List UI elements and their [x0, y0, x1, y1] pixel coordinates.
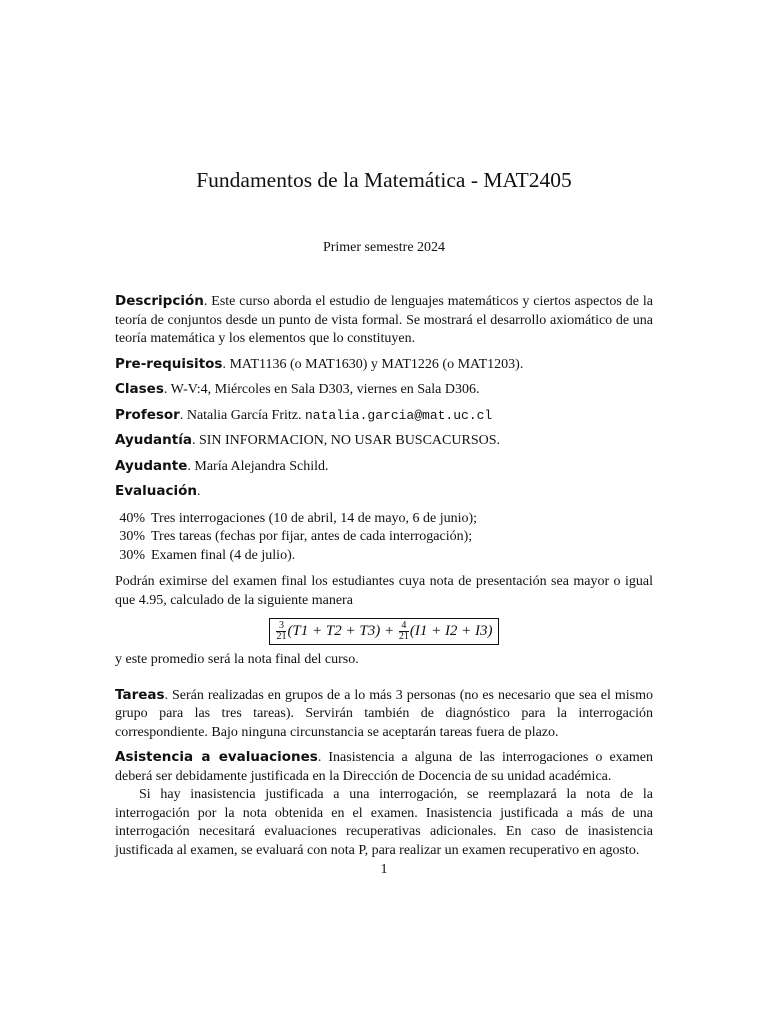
asistencia-paragraph-2: Si hay inasistencia justificada a una interrogación, se reemplazará la nota de la interrogación por la nota obtenida en el examen. Inasistencia justificada a más de una interrogación necesitará evaluaciones recuperativas adicionales. En caso de inasistencia justificada al examen, se evaluará con nota P, para realizar un examen recuperativo en agosto. — [115, 787, 653, 858]
evaluacion-pct: 40% — [119, 510, 145, 526]
clases-paragraph — [115, 380, 653, 400]
evaluacion-desc: Examen final (4 de julio). — [151, 547, 296, 563]
profesor-email[interactable]: natalia.garcia@mat.uc.cl — [305, 407, 493, 423]
evaluacion-paragraph — [115, 482, 653, 502]
evaluacion-desc: Tres tareas (fechas por fijar, antes de cada interrogación); — [151, 529, 473, 544]
eximicion-paragraph: Podrán eximirse del examen final los estudiantes cuya nota de presentación sea mayor o igual que 4.95, calculado de la siguiente manera — [115, 574, 653, 608]
asistencia-paragraph — [115, 748, 653, 786]
formula-term-2: (I1 + I2 + I3) — [409, 622, 493, 639]
clases-label: Clases — [115, 381, 164, 397]
page-title: Fundamentos de la Matemática - MAT2405 — [196, 168, 572, 192]
descripcion-text: . Este curso aborda el estudio de lenguajes matemáticos y ciertos aspectos de la teoría de conjuntos desde un punto de vista formal. Se mostrará el desarrollo axiomático de una teoría matemática y los elementos que lo constituyen. — [115, 294, 653, 346]
asistencia-label: Asistencia a evaluaciones — [115, 749, 318, 765]
evaluacion-text: . — [197, 484, 201, 499]
ayudantia-paragraph — [115, 431, 653, 451]
ayudantia-label: Ayudantía — [115, 432, 192, 448]
document-body — [115, 292, 653, 866]
list-item — [115, 510, 653, 529]
fraction-2-denominator: 21 — [398, 631, 409, 642]
profesor-paragraph — [115, 406, 653, 426]
clases-text: . W-V:4, Miércoles en Sala D303, viernes en Sala D306. — [163, 382, 480, 397]
tareas-paragraph — [115, 686, 653, 743]
evaluacion-list — [115, 510, 653, 566]
list-item — [115, 547, 653, 566]
page-number: 1 — [380, 862, 388, 877]
evaluacion-pct: 30% — [119, 547, 145, 563]
asistencia-text: . Inasistencia a alguna de las interrogaciones o examen deberá ser debidamente justificada en la Dirección de Docencia de su unidad académica. — [115, 750, 653, 784]
ayudante-label: Ayudante — [115, 457, 188, 474]
profesor-label: Profesor — [115, 406, 180, 423]
fraction-2 — [399, 621, 409, 642]
tareas-text: . Serán realizadas en grupos de a lo más 3 personas (no es necesario que sea el mismo grupo para las tres tareas). Servirán también de diagnóstico para la interrogación correspondiente. Bajo ninguna circunstancia se aceptarán tareas fuera de plazo. — [115, 687, 653, 740]
descripcion-paragraph — [115, 292, 653, 349]
fraction-2-numerator: 4 — [399, 621, 409, 632]
ayudantia-text: . SIN INFORMACION, NO USAR BUSCACURSOS. — [191, 433, 501, 448]
evaluacion-label: Evaluación — [115, 483, 197, 499]
evaluacion-pct: 30% — [119, 529, 145, 544]
prerequisitos-paragraph — [115, 355, 653, 375]
formula-term-1: (T1 + T2 + T3) + — [287, 622, 395, 639]
fraction-1-numerator: 3 — [276, 621, 286, 632]
ayudante-text: . María Alejandra Schild. — [187, 458, 329, 474]
page-subtitle: Primer semestre 2024 — [322, 240, 446, 255]
ayudante-paragraph — [115, 457, 653, 477]
formula-container — [115, 618, 653, 645]
formula-box — [269, 618, 498, 645]
prerequisitos-label: Pre-requisitos — [115, 355, 223, 372]
fraction-1-denominator: 21 — [276, 631, 287, 642]
profesor-text: . Natalia García Fritz. — [179, 407, 305, 423]
tareas-label: Tareas — [115, 686, 165, 703]
list-item — [115, 528, 653, 547]
evaluacion-desc: Tres interrogaciones (10 de abril, 14 de mayo, 6 de junio); — [151, 510, 478, 526]
descripcion-label: Descripción — [115, 293, 204, 309]
prerequisitos-text: . MAT1136 (o MAT1630) y MAT1226 (o MAT1203). — [222, 356, 524, 372]
promedio-paragraph: y este promedio será la nota final del curso. — [115, 652, 359, 667]
fraction-1 — [276, 621, 286, 642]
